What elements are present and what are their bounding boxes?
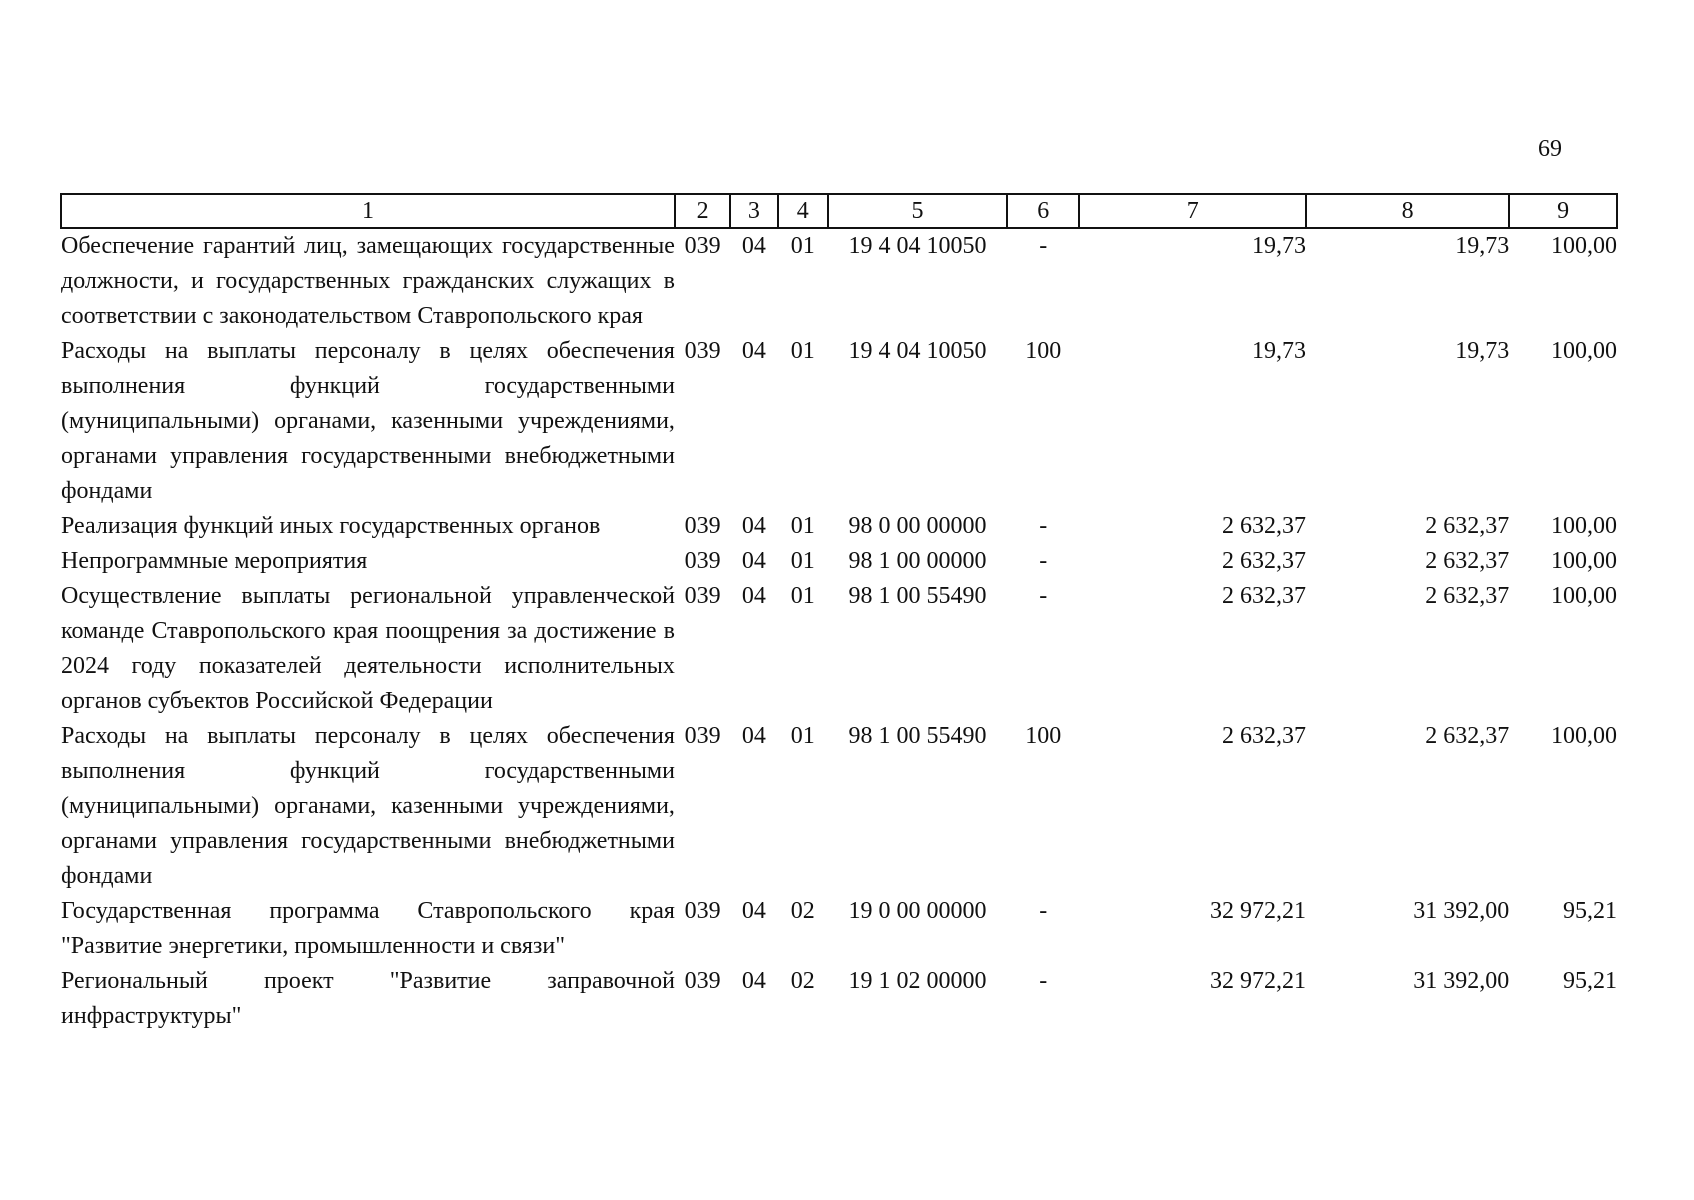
budget-table	[60, 193, 1618, 1036]
table-row	[61, 579, 1617, 719]
header-col-7: 7	[1079, 194, 1305, 228]
row-col-9: 100,00	[1551, 723, 1617, 749]
row-col-2: 039	[684, 583, 721, 609]
row-col-6: -	[1039, 513, 1048, 539]
row-col-5: 19 1 02 00000	[848, 968, 987, 994]
row-col-6: -	[1039, 898, 1048, 924]
row-col-4: 01	[790, 338, 815, 364]
row-col-7: 2 632,37	[1221, 548, 1306, 574]
header-col-1: 1	[61, 194, 675, 228]
table-row	[61, 509, 1617, 544]
row-col-6: -	[1039, 548, 1048, 574]
row-col-7: 19,73	[1251, 338, 1306, 364]
row-col-7: 32 972,21	[1209, 898, 1306, 924]
row-col-8: 2 632,37	[1425, 583, 1510, 609]
row-col-8: 2 632,37	[1425, 513, 1510, 539]
row-col-3: 04	[741, 338, 766, 364]
row-col-2: 039	[684, 338, 721, 364]
row-col-7: 19,73	[1251, 233, 1306, 259]
table-row	[61, 228, 1617, 334]
header-col-6: 6	[1007, 194, 1079, 228]
row-col-6: -	[1039, 968, 1048, 994]
row-col-9: 100,00	[1551, 233, 1617, 259]
header-col-5: 5	[828, 194, 1007, 228]
header-col-3: 3	[730, 194, 777, 228]
row-col-2: 039	[684, 548, 721, 574]
row-col-2: 039	[684, 968, 721, 994]
row-col-6: 100	[1025, 338, 1062, 364]
row-col-8: 2 632,37	[1425, 723, 1510, 749]
row-col-5: 98 1 00 55490	[848, 723, 987, 749]
table-row	[61, 544, 1617, 579]
row-name: Реализация функций иных государственных органов	[61, 513, 601, 539]
row-col-7: 2 632,37	[1221, 723, 1306, 749]
row-col-7: 2 632,37	[1221, 513, 1306, 539]
header-col-4: 4	[778, 194, 828, 228]
row-col-3: 04	[741, 583, 766, 609]
row-col-5: 19 4 04 10050	[848, 233, 987, 259]
row-col-5: 98 0 00 00000	[848, 513, 987, 539]
row-col-2: 039	[684, 723, 721, 749]
header-col-9: 9	[1509, 194, 1617, 228]
row-col-8: 31 392,00	[1413, 898, 1510, 924]
row-col-7: 32 972,21	[1209, 968, 1306, 994]
row-col-6: 100	[1025, 723, 1062, 749]
row-col-9: 100,00	[1551, 583, 1617, 609]
table-row	[61, 894, 1617, 964]
row-col-8: 19,73	[1455, 233, 1510, 259]
header-col-2: 2	[675, 194, 730, 228]
row-col-5: 19 0 00 00000	[848, 898, 987, 924]
row-col-9: 100,00	[1551, 548, 1617, 574]
row-col-5: 98 1 00 00000	[848, 548, 987, 574]
row-col-4: 02	[790, 898, 815, 924]
row-name: Государственная программа Ставропольского края "Развитие энергетики, промышленности и связи"	[61, 898, 675, 959]
row-col-6: -	[1039, 583, 1048, 609]
row-col-2: 039	[684, 233, 721, 259]
row-col-5: 98 1 00 55490	[848, 583, 987, 609]
row-col-4: 01	[790, 233, 815, 259]
row-name: Региональный проект "Развитие заправочной инфраструктуры"	[61, 968, 675, 1029]
row-col-3: 04	[741, 723, 766, 749]
row-col-4: 01	[790, 513, 815, 539]
row-col-9: 100,00	[1551, 338, 1617, 364]
row-col-3: 04	[741, 233, 766, 259]
row-col-8: 19,73	[1455, 338, 1510, 364]
row-col-6: -	[1039, 233, 1048, 259]
row-col-9: 95,21	[1563, 968, 1617, 994]
row-col-3: 04	[741, 898, 766, 924]
row-col-9: 100,00	[1551, 513, 1617, 539]
row-col-2: 039	[684, 513, 721, 539]
row-col-2: 039	[684, 898, 721, 924]
row-col-4: 01	[790, 548, 815, 574]
header-col-8: 8	[1306, 194, 1509, 228]
page-number: 69	[1538, 136, 1562, 162]
row-col-9: 95,21	[1563, 898, 1617, 924]
row-col-8: 2 632,37	[1425, 548, 1510, 574]
table-row	[61, 964, 1617, 1036]
row-col-4: 02	[790, 968, 815, 994]
row-name: Осуществление выплаты региональной управленческой команде Ставропольского края поощрения за достижение в 2024 году показателей деятельности исполнительных органов субъектов Российской Федерации	[61, 583, 675, 714]
row-name: Расходы на выплаты персоналу в целях обеспечения выполнения функций государственными (муниципальными) органами, казенными учреждениями, органами управления государственными внебюджетными фондами	[61, 338, 675, 504]
row-col-4: 01	[790, 723, 815, 749]
row-col-3: 04	[741, 548, 766, 574]
row-col-8: 31 392,00	[1413, 968, 1510, 994]
row-name: Расходы на выплаты персоналу в целях обеспечения выполнения функций государственными (муниципальными) органами, казенными учреждениями, органами управления государственными внебюджетными фондами	[61, 723, 675, 889]
row-col-5: 19 4 04 10050	[848, 338, 987, 364]
table-row	[61, 334, 1617, 509]
row-col-3: 04	[741, 968, 766, 994]
row-name: Непрограммные мероприятия	[61, 548, 368, 574]
table-row	[61, 719, 1617, 894]
row-col-4: 01	[790, 583, 815, 609]
row-col-7: 2 632,37	[1221, 583, 1306, 609]
header-row	[61, 194, 1617, 228]
row-col-3: 04	[741, 513, 766, 539]
row-name: Обеспечение гарантий лиц, замещающих государственные должности, и государственных гражданских служащих в соответствии с законодательством Ставропольского края	[61, 233, 675, 329]
